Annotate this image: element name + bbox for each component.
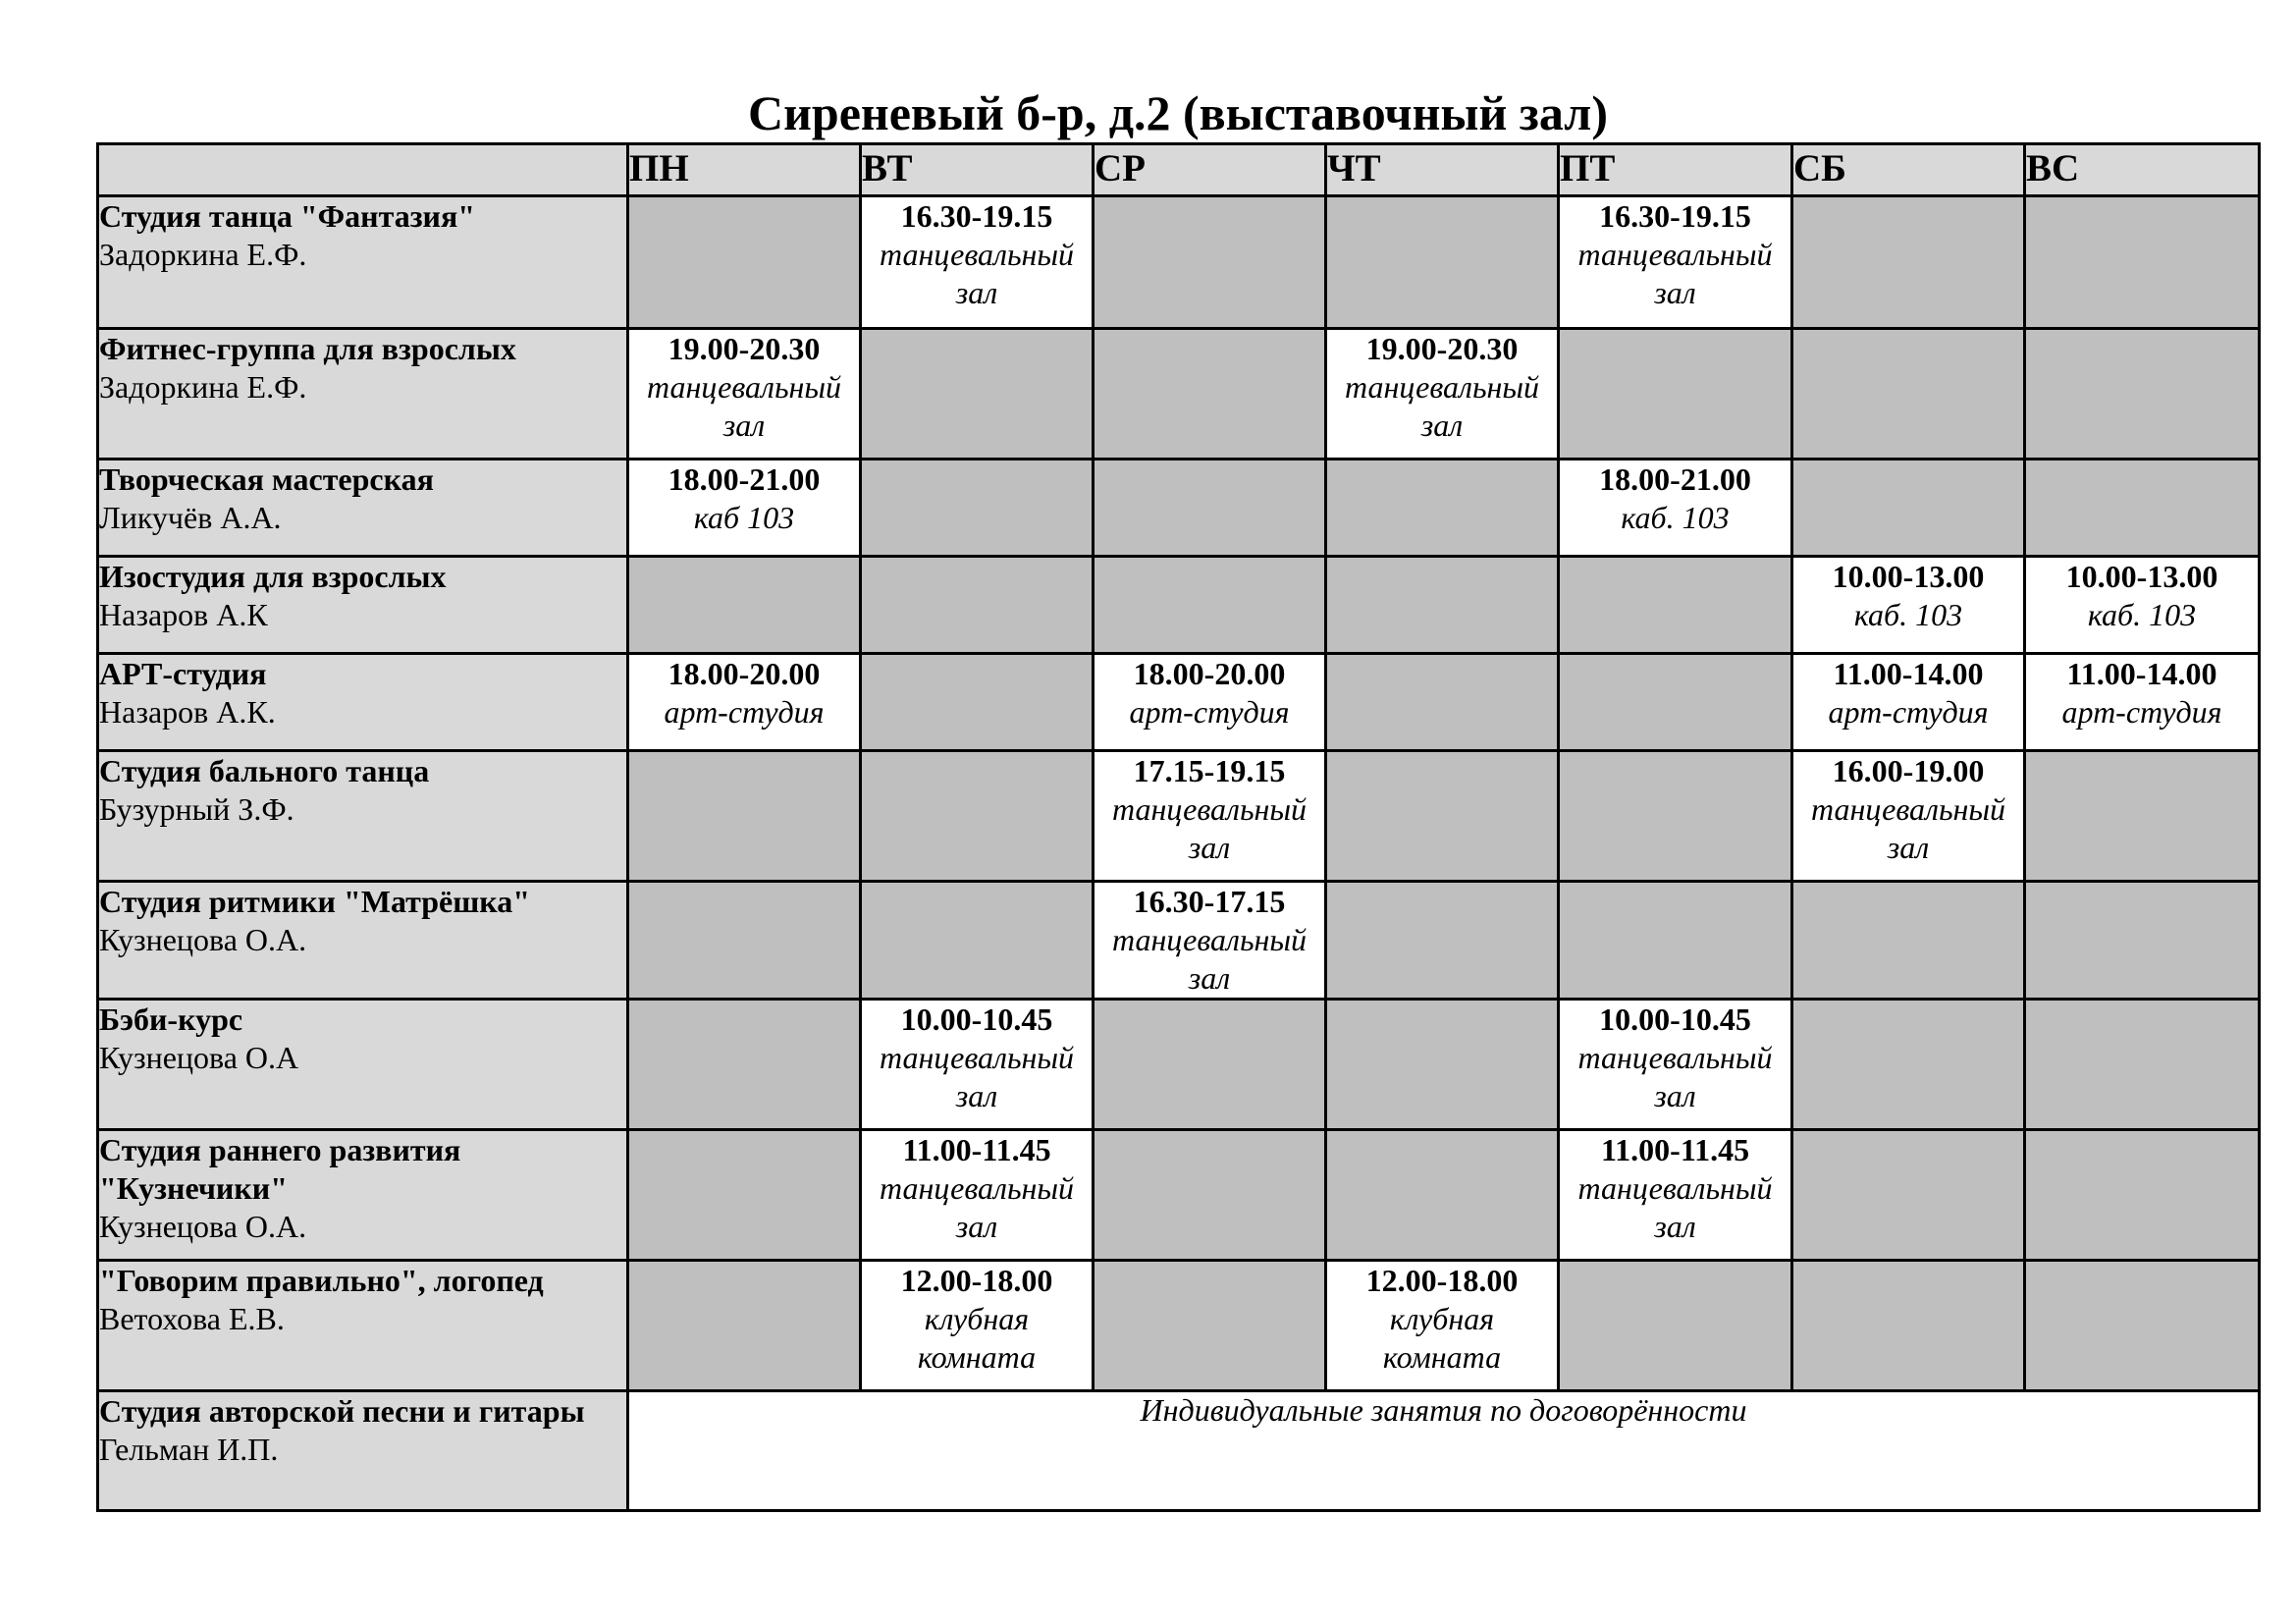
teacher-name: Назаров А.К	[99, 597, 268, 632]
schedule-row	[98, 329, 2260, 460]
schedule-row	[98, 654, 2260, 751]
empty-slot	[861, 460, 1094, 557]
empty-slot	[628, 1261, 861, 1391]
day-header-thu: ЧТ	[1326, 144, 1559, 196]
empty-slot	[1559, 882, 1792, 1000]
empty-slot	[2025, 751, 2260, 882]
session-slot	[1792, 557, 2025, 654]
activity-name: Студия раннего развития "Кузнечики"	[99, 1132, 461, 1206]
activity-cell	[98, 1391, 628, 1511]
empty-slot	[1792, 329, 2025, 460]
empty-slot	[1792, 460, 2025, 557]
day-header-fri: ПТ	[1559, 144, 1792, 196]
activity-cell	[98, 882, 628, 1000]
empty-slot	[1792, 1261, 2025, 1391]
empty-slot	[861, 654, 1094, 751]
activity-cell	[98, 196, 628, 329]
activity-name: Изостудия для взрослых	[99, 559, 447, 594]
schedule-table	[96, 142, 2261, 1512]
day-header-tue: ВТ	[861, 144, 1094, 196]
session-slot	[628, 654, 861, 751]
empty-slot	[628, 557, 861, 654]
schedule-row	[98, 557, 2260, 654]
empty-slot	[2025, 1261, 2260, 1391]
empty-slot	[1792, 1130, 2025, 1261]
session-time: 16.30-19.15	[900, 198, 1053, 234]
header-row	[98, 144, 2260, 196]
session-room: танцевальный зал	[1111, 922, 1308, 996]
empty-slot	[1094, 196, 1326, 329]
empty-slot	[2025, 460, 2260, 557]
empty-slot	[628, 196, 861, 329]
teacher-name: Назаров А.К.	[99, 694, 276, 730]
page-title: Сиреневый б-р, д.2 (выставочный зал)	[747, 85, 1609, 140]
session-room: танцевальный зал	[1577, 237, 1773, 310]
empty-slot	[1792, 1000, 2025, 1130]
activity-name: Студия ритмики "Матрёшка"	[99, 884, 530, 919]
session-slot	[1326, 329, 1559, 460]
empty-slot	[1094, 1000, 1326, 1130]
empty-slot	[1094, 460, 1326, 557]
schedule-row	[98, 1130, 2260, 1261]
session-slot	[628, 329, 861, 460]
session-slot	[1792, 751, 2025, 882]
empty-slot	[1094, 557, 1326, 654]
session-time: 18.00-21.00	[667, 461, 821, 497]
schedule-note: Индивидуальные занятия по договорённости	[628, 1391, 2260, 1511]
session-time: 18.00-20.00	[667, 656, 821, 691]
header-corner-cell	[98, 144, 628, 196]
empty-slot	[1559, 654, 1792, 751]
session-room: каб 103	[693, 500, 795, 535]
teacher-name: Кузнецова О.А.	[99, 1209, 307, 1244]
day-header-sun: ВС	[2025, 144, 2260, 196]
empty-slot	[1326, 557, 1559, 654]
empty-slot	[1559, 751, 1792, 882]
empty-slot	[1326, 1130, 1559, 1261]
empty-slot	[1559, 329, 1792, 460]
session-time: 16.30-17.15	[1133, 884, 1286, 919]
session-slot	[1792, 654, 2025, 751]
empty-slot	[1559, 1261, 1792, 1391]
session-room: танцевальный зал	[1577, 1170, 1773, 1244]
session-room: каб. 103	[2087, 597, 2197, 632]
empty-slot	[1326, 460, 1559, 557]
session-time: 16.00-19.00	[1832, 753, 1985, 788]
empty-slot	[1326, 196, 1559, 329]
empty-slot	[861, 557, 1094, 654]
activity-cell	[98, 460, 628, 557]
session-time: 12.00-18.00	[900, 1263, 1053, 1298]
empty-slot	[1559, 557, 1792, 654]
teacher-name: Задоркина Е.Ф.	[99, 369, 307, 405]
session-slot	[1559, 1000, 1792, 1130]
session-room: арт-студия	[2061, 694, 2222, 730]
activity-name: Студия танца "Фантазия"	[99, 198, 476, 234]
day-header-wed: СР	[1094, 144, 1326, 196]
empty-slot	[861, 882, 1094, 1000]
empty-slot	[1094, 1261, 1326, 1391]
teacher-name: Ветохова Е.В.	[99, 1301, 285, 1336]
session-time: 16.30-19.15	[1599, 198, 1751, 234]
session-room: клубная комната	[917, 1301, 1037, 1375]
activity-name: "Говорим правильно", логопед	[99, 1263, 544, 1298]
empty-slot	[628, 1130, 861, 1261]
session-room: арт-студия	[1129, 694, 1290, 730]
session-room: танцевальный зал	[1810, 791, 2006, 865]
activity-name: АРТ-студия	[99, 656, 267, 691]
activity-cell	[98, 1130, 628, 1261]
activity-cell	[98, 329, 628, 460]
session-slot	[628, 460, 861, 557]
empty-slot	[628, 1000, 861, 1130]
session-time: 11.00-11.45	[902, 1132, 1051, 1167]
schedule-row	[98, 460, 2260, 557]
session-time: 10.00-10.45	[1599, 1001, 1751, 1037]
session-room: танцевальный зал	[1111, 791, 1308, 865]
activity-name: Фитнес-группа для взрослых	[99, 331, 516, 366]
teacher-name: Кузнецова О.А	[99, 1040, 299, 1075]
session-room: каб. 103	[1853, 597, 1963, 632]
schedule-row	[98, 882, 2260, 1000]
session-slot	[861, 1130, 1094, 1261]
activity-cell	[98, 654, 628, 751]
day-header-mon: ПН	[628, 144, 861, 196]
schedule-row	[98, 1261, 2260, 1391]
empty-slot	[861, 751, 1094, 882]
empty-slot	[1326, 751, 1559, 882]
activity-cell	[98, 751, 628, 882]
session-time: 10.00-13.00	[1832, 559, 1985, 594]
empty-slot	[2025, 882, 2260, 1000]
empty-slot	[628, 882, 861, 1000]
session-slot	[1559, 1130, 1792, 1261]
empty-slot	[1326, 1000, 1559, 1130]
empty-slot	[861, 329, 1094, 460]
session-slot	[1326, 1261, 1559, 1391]
session-slot	[2025, 557, 2260, 654]
session-time: 12.00-18.00	[1365, 1263, 1519, 1298]
session-room: арт-студия	[1828, 694, 1989, 730]
session-time: 11.00-14.00	[1833, 656, 1984, 691]
activity-name: Бэби-курс	[99, 1001, 243, 1037]
session-room: танцевальный зал	[1344, 369, 1540, 443]
empty-slot	[1792, 196, 2025, 329]
session-slot	[1559, 196, 1792, 329]
session-slot	[861, 1000, 1094, 1130]
empty-slot	[628, 751, 861, 882]
day-header-sat: СБ	[1792, 144, 2025, 196]
session-time: 19.00-20.30	[667, 331, 821, 366]
activity-cell	[98, 1000, 628, 1130]
session-slot	[1094, 751, 1326, 882]
empty-slot	[1792, 882, 2025, 1000]
teacher-name: Задоркина Е.Ф.	[99, 237, 307, 272]
session-time: 18.00-20.00	[1133, 656, 1286, 691]
session-room: танцевальный зал	[1577, 1040, 1773, 1113]
empty-slot	[2025, 1000, 2260, 1130]
teacher-name: Ликучёв А.А.	[99, 500, 282, 535]
empty-slot	[1094, 1130, 1326, 1261]
activity-cell	[98, 1261, 628, 1391]
schedule-row	[98, 196, 2260, 329]
teacher-name: Бузурный З.Ф.	[99, 791, 294, 827]
session-slot	[861, 196, 1094, 329]
activity-name: Студия бального танца	[99, 753, 430, 788]
empty-slot	[2025, 1130, 2260, 1261]
activity-name: Творческая мастерская	[99, 461, 434, 497]
session-time: 19.00-20.30	[1365, 331, 1519, 366]
schedule-row	[98, 751, 2260, 882]
session-room: танцевальный зал	[646, 369, 842, 443]
session-room: клубная комната	[1382, 1301, 1502, 1375]
empty-slot	[1094, 329, 1326, 460]
session-room: танцевальный зал	[879, 237, 1075, 310]
session-time: 18.00-21.00	[1599, 461, 1751, 497]
activity-name: Студия авторской песни и гитары	[99, 1393, 585, 1429]
empty-slot	[2025, 196, 2260, 329]
empty-slot	[1326, 882, 1559, 1000]
teacher-name: Гельман И.П.	[99, 1432, 279, 1467]
session-time: 11.00-14.00	[2066, 656, 2217, 691]
empty-slot	[1326, 654, 1559, 751]
empty-slot	[2025, 329, 2260, 460]
schedule-row	[98, 1391, 2260, 1511]
session-room: арт-студия	[664, 694, 825, 730]
session-room: танцевальный зал	[879, 1170, 1075, 1244]
session-time: 10.00-13.00	[2065, 559, 2218, 594]
session-time: 17.15-19.15	[1133, 753, 1286, 788]
session-time: 11.00-11.45	[1600, 1132, 1750, 1167]
session-slot	[1094, 882, 1326, 1000]
teacher-name: Кузнецова О.А.	[99, 922, 307, 957]
session-room: танцевальный зал	[879, 1040, 1075, 1113]
session-slot	[1094, 654, 1326, 751]
schedule-row	[98, 1000, 2260, 1130]
session-slot	[1559, 460, 1792, 557]
activity-cell	[98, 557, 628, 654]
session-slot	[2025, 654, 2260, 751]
session-room: каб. 103	[1621, 500, 1730, 535]
session-slot	[861, 1261, 1094, 1391]
schedule-body	[98, 196, 2260, 1511]
session-time: 10.00-10.45	[900, 1001, 1053, 1037]
